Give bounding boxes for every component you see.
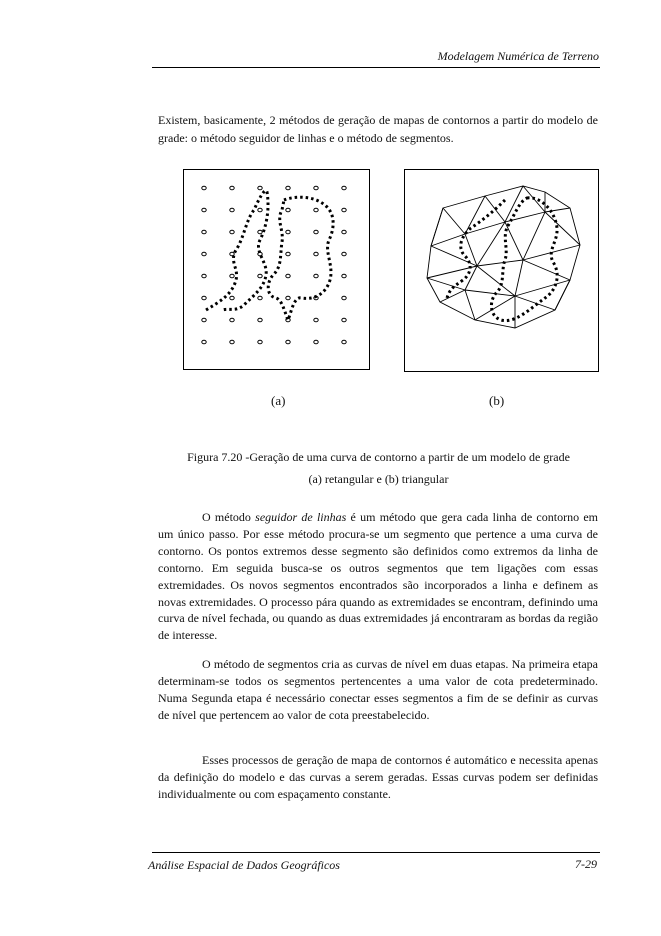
intro-paragraph: Existem, basicamente, 2 métodos de geração de mapas de contornos a partir do modelo de grade: o método seguidor de linhas e o método de segmentos. xyxy=(158,113,598,145)
grid-node xyxy=(314,230,318,234)
grid-node xyxy=(202,230,206,234)
paragraph1-post: é um método que gera cada linha de contorno em um único passo. Por esse método procura-se um segmento que pertence a uma curva de contorno. Os pontos extremos desse segmento são definidos como extremos da linha de contorno. Em seguida busca-se os outros segmentos que tem ligações com essas extremidades. Os novos segmentos encontrados são incorporados a linha e definem as novas extremidades. O processo pára quando as extremidades se encontram, definindo uma curva de nível fechada, ou quando as duas extremidades já encontraram as bordas da região de interesse. xyxy=(158,510,598,643)
figure-rectangular-grid xyxy=(183,169,370,370)
grid-node xyxy=(342,340,346,344)
grid-node xyxy=(286,274,290,278)
grid-node xyxy=(258,208,262,212)
grid-node xyxy=(314,274,318,278)
grid-node xyxy=(202,318,206,322)
running-header: Modelagem Numérica de Terreno xyxy=(437,49,599,63)
paragraph3-text: Esses processos de geração de mapa de contornos é automático e necessita apenas da definição do modelo e das curvas a serem geradas. Essas curvas podem ser definidas individualmente ou com espaçamento constante. xyxy=(158,753,598,801)
grid-node xyxy=(230,230,234,234)
grid-node xyxy=(286,252,290,256)
grid-node xyxy=(202,208,206,212)
grid-node xyxy=(202,186,206,190)
grid-node xyxy=(258,274,262,278)
grid-node xyxy=(314,252,318,256)
grid-node xyxy=(230,252,234,256)
paragraph-automation xyxy=(158,752,598,803)
grid-node xyxy=(314,208,318,212)
grid-node xyxy=(286,230,290,234)
triangulation-edges xyxy=(427,186,580,328)
triangular-grid-diagram xyxy=(405,170,598,371)
grid-node xyxy=(202,296,206,300)
paragraph1-pre: O método xyxy=(202,510,256,524)
grid-node xyxy=(230,274,234,278)
grid-node xyxy=(342,252,346,256)
page-number: 7-29 xyxy=(575,857,597,871)
running-footer: Análise Espacial de Dados Geográficos xyxy=(148,858,340,872)
grid-node xyxy=(342,296,346,300)
paragraph-line-follower xyxy=(158,509,598,644)
subfigure-label-b: (b) xyxy=(489,393,505,408)
figure-triangular-grid xyxy=(404,169,599,372)
grid-node xyxy=(202,252,206,256)
footer-rule xyxy=(152,852,600,853)
grid-node xyxy=(314,340,318,344)
grid-node xyxy=(286,296,290,300)
grid-node xyxy=(286,186,290,190)
grid-node xyxy=(286,340,290,344)
grid-node xyxy=(202,340,206,344)
subfigure-label-a: (a) xyxy=(271,393,286,408)
contour-curve-left xyxy=(447,200,505,298)
grid-node xyxy=(230,318,234,322)
grid-node xyxy=(202,274,206,278)
grid-node xyxy=(258,318,262,322)
grid-node xyxy=(314,318,318,322)
grid-node xyxy=(230,340,234,344)
grid-node xyxy=(258,186,262,190)
grid-node xyxy=(342,186,346,190)
grid-node xyxy=(342,274,346,278)
grid-node xyxy=(342,318,346,322)
paragraph1-emphasis: seguidor de linhas xyxy=(255,510,347,524)
grid-node xyxy=(258,230,262,234)
grid-node xyxy=(286,208,290,212)
grid-node xyxy=(230,208,234,212)
figure-caption-line2: (a) retangular e (b) triangular xyxy=(308,472,449,486)
grid-node xyxy=(258,340,262,344)
grid-node xyxy=(230,296,234,300)
paragraph2-text: O método de segmentos cria as curvas de nível em duas etapas. Na primeira etapa determinam-se todos os segmentos pertencentes a uma valor de cota predeterminado. Numa Segunda etapa é necessário conectar esses segmentos a fim de se definir as curvas de nível que pertencem ao valor de cota preestabelecido. xyxy=(158,657,598,722)
grid-node xyxy=(342,208,346,212)
grid-node xyxy=(342,230,346,234)
rectangular-grid-diagram xyxy=(184,170,369,369)
figure-caption: Figura 7.20 -Geração de uma curva de contorno a partir de um modelo de grade xyxy=(187,450,570,464)
paragraph-segments-method xyxy=(158,656,598,724)
grid-node xyxy=(258,296,262,300)
header-rule xyxy=(152,67,600,68)
grid-node xyxy=(314,186,318,190)
grid-node xyxy=(230,186,234,190)
contour-curve-right xyxy=(268,197,333,320)
grid-points xyxy=(202,186,346,344)
